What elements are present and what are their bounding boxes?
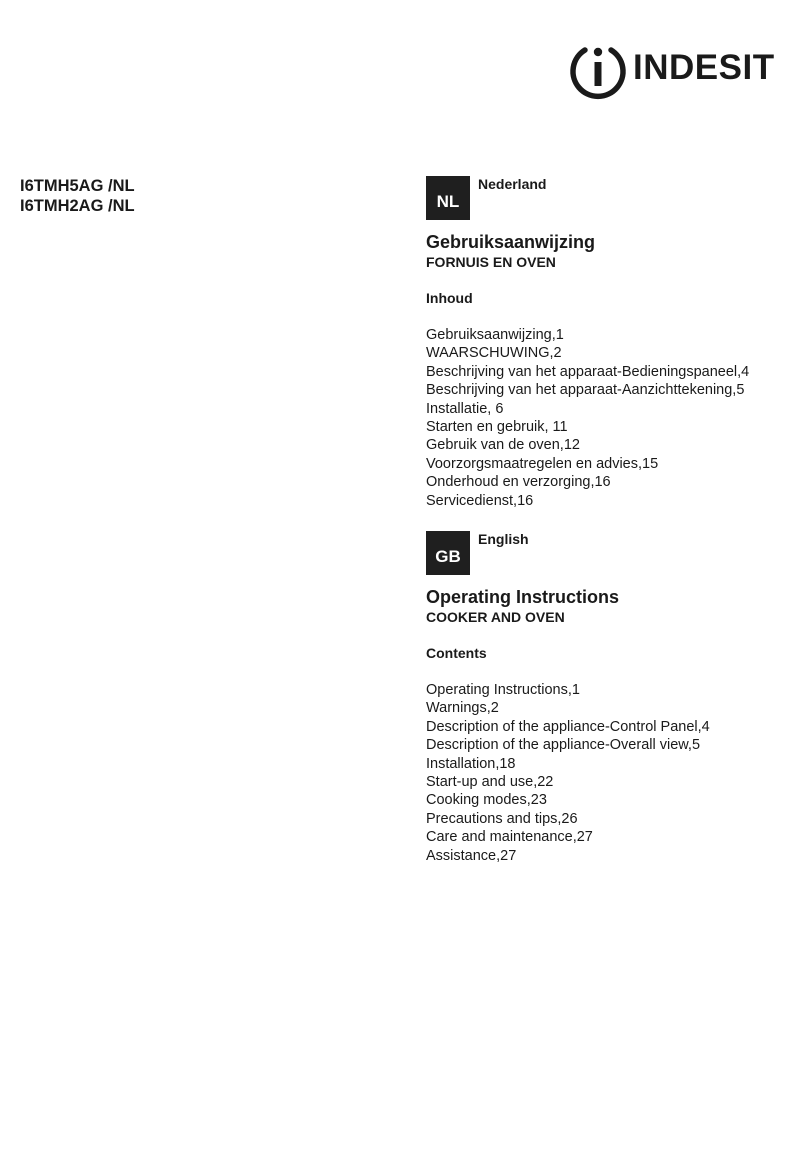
toc-item: Voorzorgsmaatregelen en advies,15: [426, 455, 659, 472]
table-of-contents-nl: [426, 326, 749, 510]
toc-item: Beschrijving van het apparaat-Bedieningspaneel,4: [426, 363, 750, 380]
section-title-gb: Operating Instructions: [426, 587, 620, 607]
toc-item: Gebruiksaanwijzing,1: [426, 327, 564, 343]
toc-item: Installation,18: [426, 755, 516, 772]
toc-item: Description of the appliance-Overall view,5: [426, 737, 701, 754]
toc-item: Precautions and tips,26: [426, 810, 578, 827]
language-badge-gb: GB: [426, 531, 470, 575]
contents-heading-gb: Contents: [426, 645, 487, 661]
model-number: I6TMH2AG /NL: [20, 197, 135, 215]
toc-item: Installatie, 6: [426, 400, 504, 417]
toc-item: WAARSCHUWING,2: [426, 345, 562, 362]
logo-wordmark: INDESIT: [633, 48, 775, 87]
language-badge-nl: NL: [426, 176, 470, 220]
toc-item: Start-up and use,22: [426, 774, 554, 791]
toc-item: Starten en gebruik, 11: [426, 419, 568, 436]
toc-item: Servicedienst,16: [426, 492, 534, 509]
toc-item: Cooking modes,23: [426, 792, 547, 809]
toc-item: Onderhoud en verzorging,16: [426, 474, 611, 491]
section-subtitle-gb: COOKER AND OVEN: [426, 609, 565, 625]
toc-item: Description of the appliance-Control Panel,4: [426, 718, 710, 735]
toc-item: Care and maintenance,27: [426, 829, 593, 846]
contents-heading-nl: Inhoud: [426, 290, 473, 306]
toc-item: Beschrijving van het apparaat-Aanzichttekening,5: [426, 382, 745, 399]
language-name-gb: English: [478, 531, 529, 547]
brand-logo: [567, 38, 789, 100]
toc-item: Operating Instructions,1: [426, 682, 580, 698]
model-number: I6TMH5AG /NL: [20, 177, 135, 195]
toc-item: Gebruik van de oven,12: [426, 437, 580, 454]
table-of-contents-gb: [426, 681, 710, 865]
toc-item: Warnings,2: [426, 700, 499, 717]
toc-item: Assistance,27: [426, 847, 517, 864]
logo-power-icon: [567, 38, 629, 100]
section-title-nl: Gebruiksaanwijzing: [426, 232, 596, 252]
model-numbers: [20, 176, 135, 216]
section-subtitle-nl: FORNUIS EN OVEN: [426, 254, 556, 270]
language-name-nl: Nederland: [478, 176, 547, 192]
